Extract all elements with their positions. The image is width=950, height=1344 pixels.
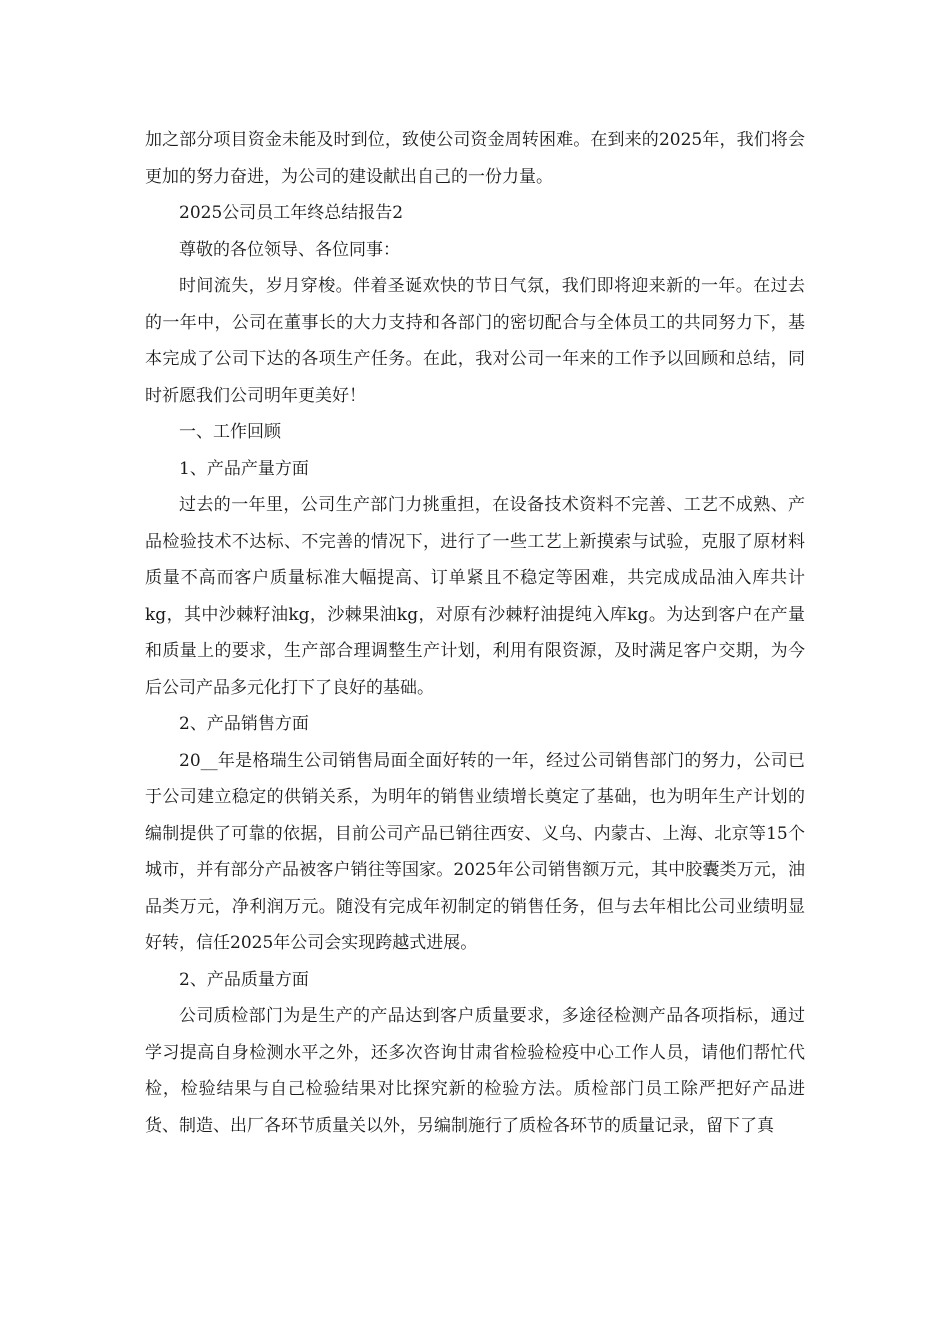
paragraph-intro: 时间流失，岁月穿梭。伴着圣诞欢快的节日气氛，我们即将迎来新的一年。在过去的一年中，公司在董事长的大力支持和各部门的密切配合与全体员工的共同努力下，基本完成了公司下达的各项生产任务。在此，我对公司一年来的工作予以回顾和总结，同时祈愿我们公司明年更美好！ [145,276,805,406]
paragraph-production: 过去的一年里，公司生产部门力挑重担，在设备技术资料不完善、工艺不成熟、产品检验技术不达标、不完善的情况下，进行了一些工艺上新摸索与试验，克服了原材料质量不高而客户质量标准大幅提高、订单紧且不稳定等困难，共完成成品油入库共计kg，其中沙棘籽油kg，沙棘果油kg，对原有沙棘籽油提纯入库kg。为达到客户在产量和质量上的要求，生产部合理调整生产计划，利用有限资源，及时满足客户交期，为今后公司产品多元化打下了良好的基础。 [145,495,805,698]
paragraph-quality: 公司质检部门为是生产的产品达到客户质量要求，多途径检测产品各项指标，通过学习提高自身检测水平之外，还多次咨询甘肃省检验检疫中心工作人员，请他们帮忙代检，检验结果与自己检验结果对比探究新的检验方法。质检部门员工除严把好产品进货、制造、出厂各环节质量关以外，另编制施行了质检各环节的质量记录，留下了真 [145,1006,805,1136]
report-title: 2025公司员工年终总结报告2 [179,203,404,223]
subsection-heading-sales: 2、产品销售方面 [179,714,309,734]
subsection-heading-production: 1、产品产量方面 [179,458,309,479]
salutation: 尊敬的各位领导、各位同事： [179,239,400,260]
paragraph-sales: 20__年是格瑞生公司销售局面全面好转的一年，经过公司销售部门的努力，公司已于公司建立稳定的供销关系，为明年的销售业绩增长奠定了基础，也为明年生产计划的编制提供了可靠的依据，目前公司产品已销往西安、义乌、内蒙古、上海、北京等15个城市，并有部分产品被客户销往等国家。2025年公司销售额万元，其中胶囊类万元，油品类万元，净利润万元。随没有完成年初制定的销售任务，但与去年相比公司业绩明显好转，信任2025年公司会实现跨越式进展。 [145,750,805,953]
paragraph-continuation: 加之部分项目资金未能及时到位，致使公司资金周转困难。在到来的2025年，我们将会更加的努力奋进，为公司的建设献出自己的一份力量。 [145,130,805,187]
document-body [145,122,805,1144]
subsection-heading-quality: 2、产品质量方面 [179,969,309,990]
section-heading-work-review: 一、工作回顾 [179,422,281,442]
